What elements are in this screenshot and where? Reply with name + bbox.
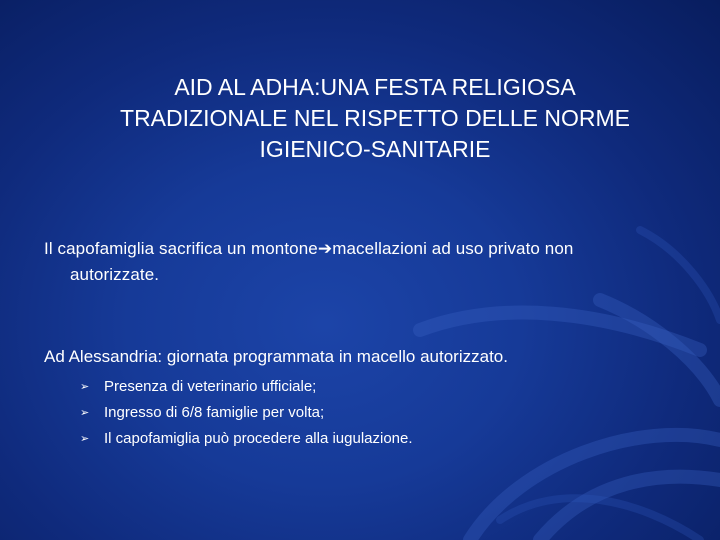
paragraph1-text-line2: autorizzate. bbox=[70, 265, 160, 284]
paragraph1-text-end: macellazioni ad uso privato non bbox=[332, 239, 574, 258]
list-item bbox=[80, 426, 413, 452]
bullet-arrow-icon: ➢ bbox=[80, 433, 90, 445]
right-arrow-icon: ➔ bbox=[317, 239, 333, 258]
bullet-arrow-icon: ➢ bbox=[80, 407, 90, 419]
title-line-2: TRADIZIONALE NEL RISPETTO DELLE NORME bbox=[120, 105, 630, 131]
bullet-list bbox=[80, 374, 413, 452]
paragraph1-text-start: Il capofamiglia sacrifica un montone bbox=[44, 239, 318, 258]
bullet-text: Presenza di veterinario ufficiale; bbox=[104, 378, 317, 395]
list-item bbox=[80, 400, 413, 426]
paragraph-capofamiglia bbox=[44, 236, 684, 288]
title-line-1: AID AL ADHA:UNA FESTA RELIGIOSA bbox=[174, 74, 576, 100]
bullet-text: Il capofamiglia può procedere alla iugulazione. bbox=[104, 430, 413, 447]
slide-title bbox=[60, 72, 690, 165]
bullet-arrow-icon: ➢ bbox=[80, 381, 90, 393]
bullet-text: Ingresso di 6/8 famiglie per volta; bbox=[104, 404, 325, 421]
paragraph-alessandria: Ad Alessandria: giornata programmata in macello autorizzato. bbox=[44, 347, 508, 366]
list-item bbox=[80, 374, 413, 400]
title-line-3: IGIENICO-SANITARIE bbox=[259, 136, 491, 162]
